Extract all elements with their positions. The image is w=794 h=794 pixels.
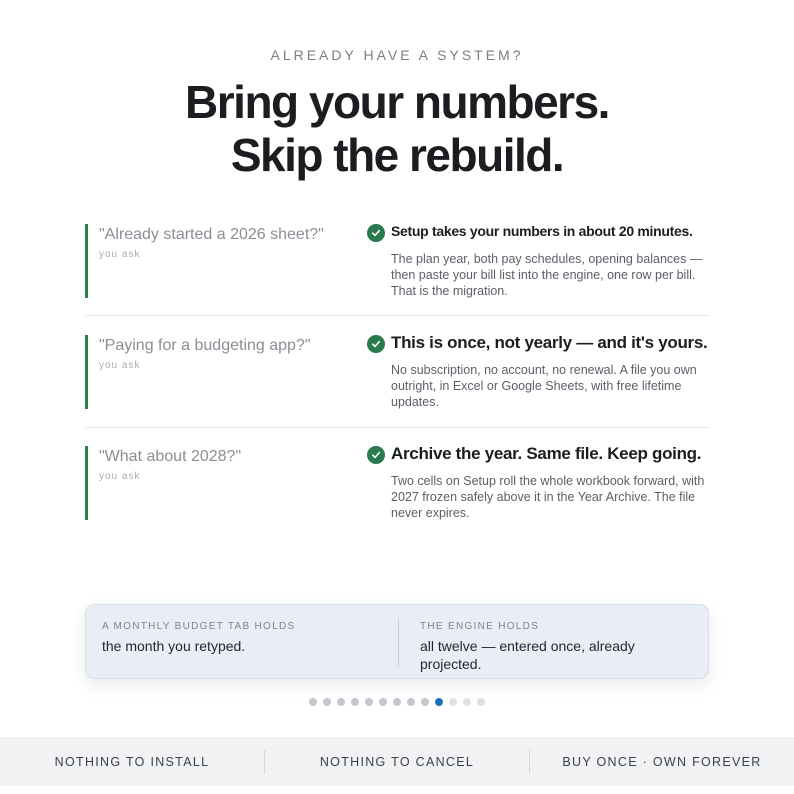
comparison-right-label: THE ENGINE HOLDS [420,621,540,632]
faq-question: "Already started a 2026 sheet?" [99,226,324,243]
quote-accent-bar [85,224,88,298]
carousel-dot[interactable] [337,698,345,706]
faq-answer-title: This is once, not yearly — and it's yours. [391,333,708,352]
faq-answer-title: Setup takes your numbers in about 20 minutes. [391,223,693,239]
headline-line-1: Bring your numbers. [185,76,609,128]
carousel-dot[interactable] [323,698,331,706]
footer-item-own: BUY ONCE · OWN FOREVER [562,754,762,769]
quote-accent-bar [85,335,88,409]
faq-divider [85,315,709,316]
comparison-right [420,621,660,673]
headline [0,76,794,182]
faq-item [85,333,709,409]
carousel-dot[interactable] [463,698,471,706]
faq-item [85,222,709,298]
footer-item-cancel: NOTHING TO CANCEL [319,754,475,769]
footer-strip [0,737,794,786]
carousel-dot[interactable] [449,698,457,706]
faq-ask-label: you ask [99,360,141,371]
faq-ask-label: you ask [99,471,141,482]
quote-accent-bar [85,446,88,520]
carousel-dot-active[interactable] [435,698,443,706]
comparison-right-value: all twelve — entered once, already projected. [420,638,635,672]
carousel-dot[interactable] [393,698,401,706]
carousel-dot[interactable] [365,698,373,706]
carousel-dot[interactable] [421,698,429,706]
faq-ask-label: you ask [99,249,141,260]
faq-answer-body: The plan year, both pay schedules, opening balances — then paste your bill list into the engine, one row per bill. That is the migration. [391,252,703,298]
check-icon [367,446,385,464]
comparison-card [85,604,709,679]
carousel-dot[interactable] [351,698,359,706]
faq-question: "What about 2028?" [99,448,242,465]
faq-answer-title: Archive the year. Same file. Keep going. [391,444,702,463]
comparison-separator [398,619,399,667]
carousel-pagination [0,698,794,706]
comparison-left [102,621,382,655]
carousel-dot[interactable] [379,698,387,706]
check-icon [367,335,385,353]
headline-line-2: Skip the rebuild. [230,129,564,181]
carousel-dot[interactable] [309,698,317,706]
comparison-left-label: A MONTHLY BUDGET TAB HOLDS [102,621,296,632]
carousel-dot[interactable] [407,698,415,706]
faq-answer-body: Two cells on Setup roll the whole workbook forward, with 2027 frozen safely above it in the Year Archive. The file never expires. [391,474,705,520]
section-eyebrow: ALREADY HAVE A SYSTEM? [270,47,524,63]
faq-question: "Paying for a budgeting app?" [99,337,311,354]
faq-answer-body: No subscription, no account, no renewal. A file you own outright, in Excel or Google Sheets, with free lifetime updates. [391,363,697,409]
faq-divider [85,427,709,428]
faq-item [85,444,709,520]
comparison-left-value: the month you retyped. [102,638,246,654]
footer-item-install: NOTHING TO INSTALL [54,754,210,769]
check-icon [367,224,385,242]
carousel-dot[interactable] [477,698,485,706]
